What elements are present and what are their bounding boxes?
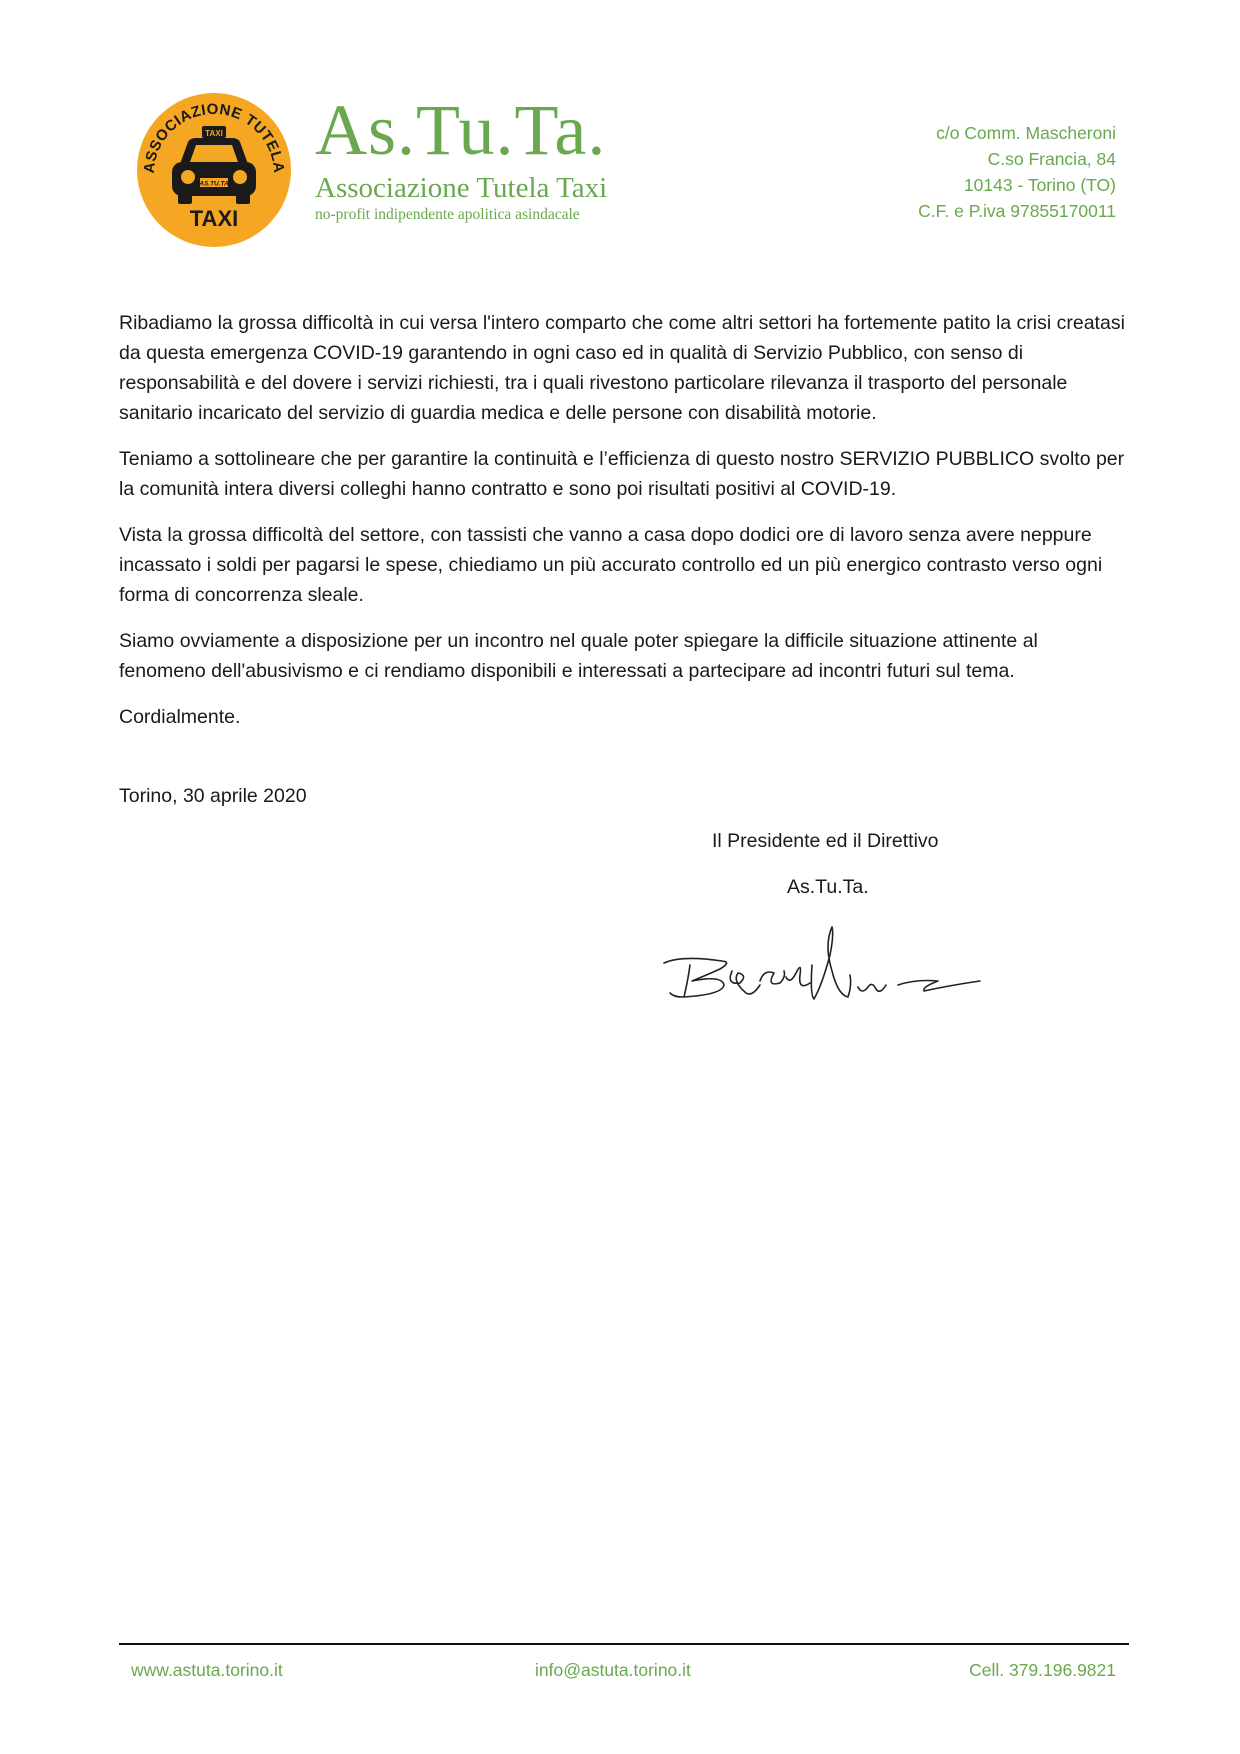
signature-title: Il Presidente ed il Direttivo [712, 830, 939, 852]
signature-org: As.Tu.Ta. [787, 876, 869, 898]
address-line: c/o Comm. Mascheroni [936, 123, 1116, 143]
tax-code-line: C.F. e P.iva 97855170011 [918, 201, 1116, 221]
brand-tagline: no-profit indipendente apolitica asindacale [315, 206, 580, 223]
logo-roof-sign: TAXI [205, 129, 223, 138]
address-line: C.so Francia, 84 [987, 149, 1116, 169]
footer-divider [119, 1643, 1129, 1645]
letter-body [119, 308, 1129, 748]
paragraph: Vista la grossa difficoltà del settore, con tassisti che vanno a casa dopo dodici ore di lavoro senza avere neppure incassato i soldi per pagarsi le spese, chiediamo un più accurato controllo ed un più energico contrasto verso ogni forma di concorrenza sleale. [119, 524, 1103, 606]
paragraph: Ribadiamo la grossa difficoltà in cui versa l'intero comparto che come altri settori ha fortemente patito la crisi creatasi da questa emergenza COVID-19 garantendo in ogni caso ed in qualità di Servizio Pubblico, con senso di responsabilità e del dovere i servizi richiesti, tra i quali rivestono particolare rilevanza il trasporto del personale sanitario incaricato del servizio di guardia medica e delle persone con disabilità motorie. [119, 312, 1125, 424]
brand-block [315, 90, 607, 224]
logo-plate: AS.TU.TA [199, 180, 229, 188]
taxi-logo [136, 92, 292, 248]
paragraph: Siamo ovviamente a disposizione per un incontro nel quale poter spiegare la difficile situazione attinente al fenomeno dell'abusivismo e ci rendiamo disponibili e interessati a partecipare ad incontri futuri sul tema. [119, 630, 1038, 682]
footer-email-link[interactable]: info@astuta.torino.it [535, 1660, 691, 1680]
paragraph: Teniamo a sottolineare che per garantire la continuità e l’efficienza di questo nostro SERVIZIO PUBBLICO svolto per la comunità intera diversi colleghi hanno contratto e sono poi risultati positivi al COVID-19. [119, 448, 1125, 500]
logo-bottom-text: TAXI [189, 206, 239, 231]
address-line: 10143 - Torino (TO) [963, 175, 1116, 195]
footer-website-link[interactable]: www.astuta.torino.it [131, 1660, 283, 1680]
closing: Cordialmente. [119, 706, 241, 728]
footer-phone: Cell. 379.196.9821 [969, 1660, 1116, 1680]
logo-ring-text: ASSOCIAZIONE TUTELA [140, 100, 288, 174]
letter-date: Torino, 30 aprile 2020 [119, 785, 307, 807]
brand-subtitle: Associazione Tutela Taxi [315, 172, 608, 204]
handwritten-signature [662, 925, 992, 1010]
sender-address [918, 120, 1116, 224]
brand-name: As.Tu.Ta. [315, 90, 607, 170]
